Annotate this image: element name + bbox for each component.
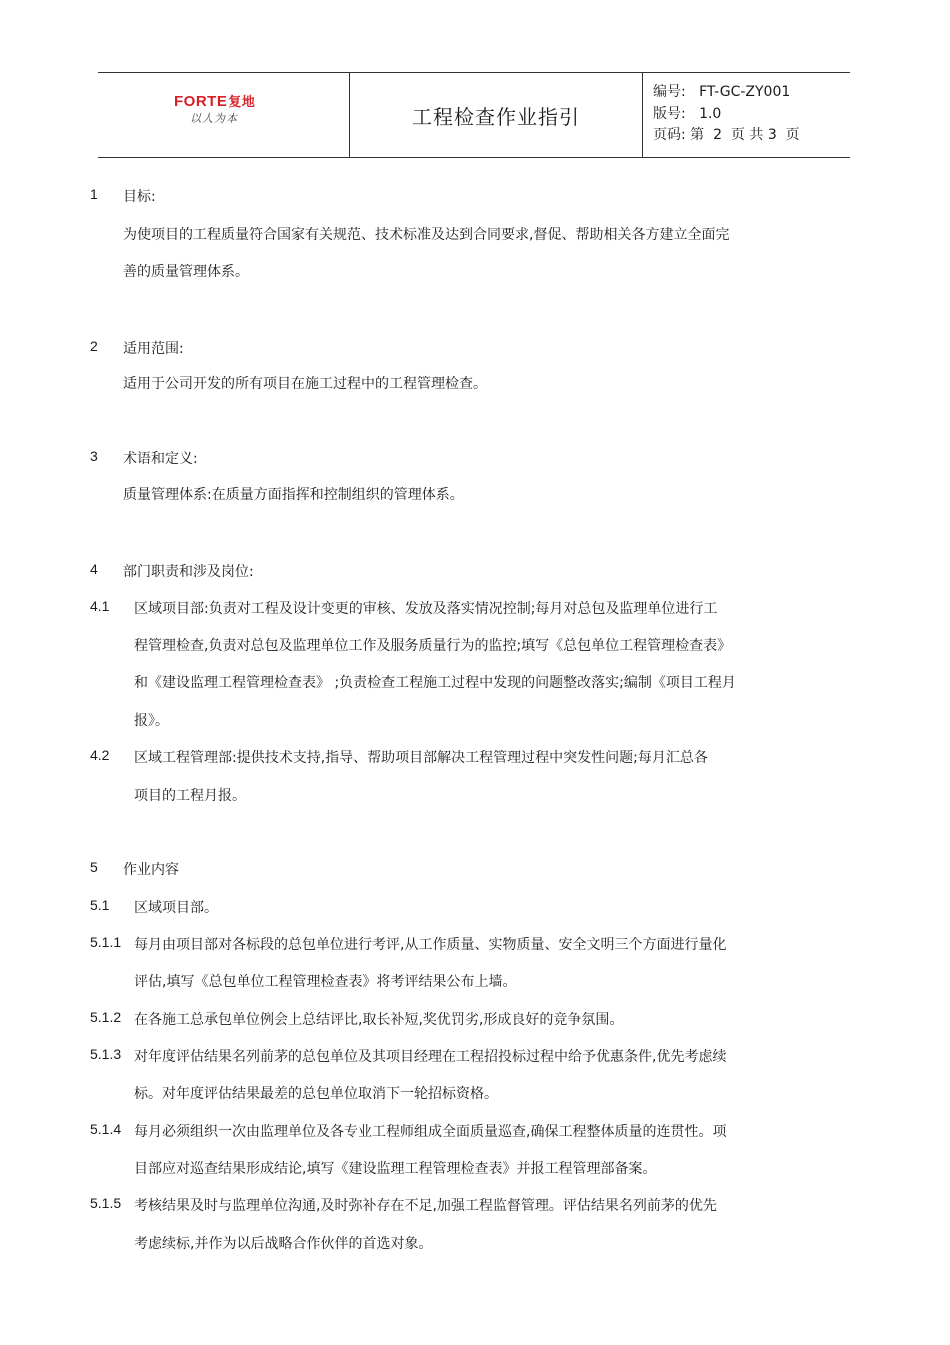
page-current: 2 (713, 127, 722, 143)
code-label: 编号: (653, 84, 686, 100)
meta-page-row (653, 125, 850, 147)
page-end: 页 (785, 127, 800, 143)
section-1-text: 善的质量管理体系。 (123, 264, 249, 280)
section-4-2-number: 4.2 (90, 747, 110, 763)
version-label: 版号: (653, 105, 686, 122)
version-value: 1.0 (699, 105, 722, 122)
document-title: 工程检查作业指引 (350, 73, 643, 157)
section-2-number: 2 (90, 338, 98, 354)
logo-brand-cn: 复地 (228, 94, 256, 109)
page-total: 3 (767, 127, 777, 143)
section-4-1-number: 4.1 (90, 598, 110, 614)
section-5-1-5-text: 考虑续标,并作为以后战略合作伙伴的首选对象。 (134, 1236, 433, 1252)
section-5-number: 5 (90, 859, 98, 875)
section-5-1-5-number: 5.1.5 (90, 1195, 122, 1211)
section-5-1-4-text: 每月必须组织一次由监理单位及各专业工程师组成全面质量巡查,确保工程整体质量的连贯性。项 (134, 1124, 727, 1140)
section-5-1-4-text: 目部应对巡查结果形成结论,填写《建设监理工程管理检查表》并报工程管理部备案。 (134, 1161, 657, 1177)
section-1-title: 目标: (123, 189, 156, 205)
section-5-1-3-text: 标。对年度评估结果最差的总包单位取消下一轮招标资格。 (134, 1086, 498, 1102)
section-5-title: 作业内容 (123, 862, 179, 878)
page-label: 页码: 第 (653, 127, 705, 143)
page-mid: 页 共 (730, 127, 764, 143)
logo-brand-text: FORTE (174, 93, 228, 110)
section-1-number: 1 (90, 186, 98, 202)
logo-slogan: 以人为本 (190, 112, 238, 125)
section-4-1-text: 区域项目部:负责对工程及设计变更的审核、发放及落实情况控制;每月对总包及监理单位进行工 (134, 601, 718, 617)
section-4-2-text: 区域工程管理部:提供技术支持,指导、帮助项目部解决工程管理过程中突发性问题;每月汇总各 (134, 750, 708, 766)
meta-version-row (653, 104, 850, 126)
section-5-1-2-number: 5.1.2 (90, 1009, 122, 1025)
section-5-1-1-text: 每月由项目部对各标段的总包单位进行考评,从工作质量、实物质量、安全文明三个方面进行量化 (134, 937, 727, 953)
section-5-1-4-number: 5.1.4 (90, 1121, 122, 1137)
section-5-1-3-number: 5.1.3 (90, 1046, 122, 1062)
section-1-text: 为使项目的工程质量符合国家有关规范、技术标准及达到合同要求,督促、帮助相关各方建立全面完 (123, 227, 730, 243)
section-4-1-text: 报》。 (134, 713, 169, 729)
logo-cell (98, 73, 350, 157)
section-5-1-2-text: 在各施工总承包单位例会上总结评比,取长补短,奖优罚劣,形成良好的竞争氛围。 (134, 1012, 624, 1028)
section-3-text: 质量管理体系:在质量方面指挥和控制组织的管理体系。 (123, 487, 464, 503)
section-5-1-1-text: 评估,填写《总包单位工程管理检查表》将考评结果公布上墙。 (134, 974, 517, 990)
section-5-1-1-number: 5.1.1 (90, 934, 122, 950)
section-3-number: 3 (90, 448, 98, 464)
document-header (98, 72, 850, 158)
section-5-1-title: 区域项目部。 (134, 900, 218, 916)
section-4-title: 部门职责和涉及岗位: (123, 564, 254, 580)
code-value: FT-GC-ZY001 (699, 84, 791, 100)
section-4-2-text: 项目的工程月报。 (134, 788, 246, 804)
section-3-title: 术语和定义: (123, 451, 198, 467)
section-4-1-text: 和《建设监理工程管理检查表》 ;负责检查工程施工过程中发现的问题整改落实;编制《项目工程月 (134, 675, 736, 691)
document-meta (643, 73, 850, 157)
meta-code-row (653, 82, 850, 104)
section-2-title: 适用范围: (123, 341, 184, 357)
company-logo (174, 91, 255, 110)
section-5-1-3-text: 对年度评估结果名列前茅的总包单位及其项目经理在工程招投标过程中给予优惠条件,优先考虑续 (134, 1049, 727, 1065)
section-5-1-5-text: 考核结果及时与监理单位沟通,及时弥补存在不足,加强工程监督管理。评估结果名列前茅的优先 (134, 1198, 717, 1214)
section-4-1-text: 程管理检查,负责对总包及监理单位工作及服务质量行为的监控;填写《总包单位工程管理检查表》 (134, 638, 732, 654)
section-2-text: 适用于公司开发的所有项目在施工过程中的工程管理检查。 (123, 376, 487, 392)
section-4-number: 4 (90, 561, 98, 577)
section-5-1-number: 5.1 (90, 897, 110, 913)
